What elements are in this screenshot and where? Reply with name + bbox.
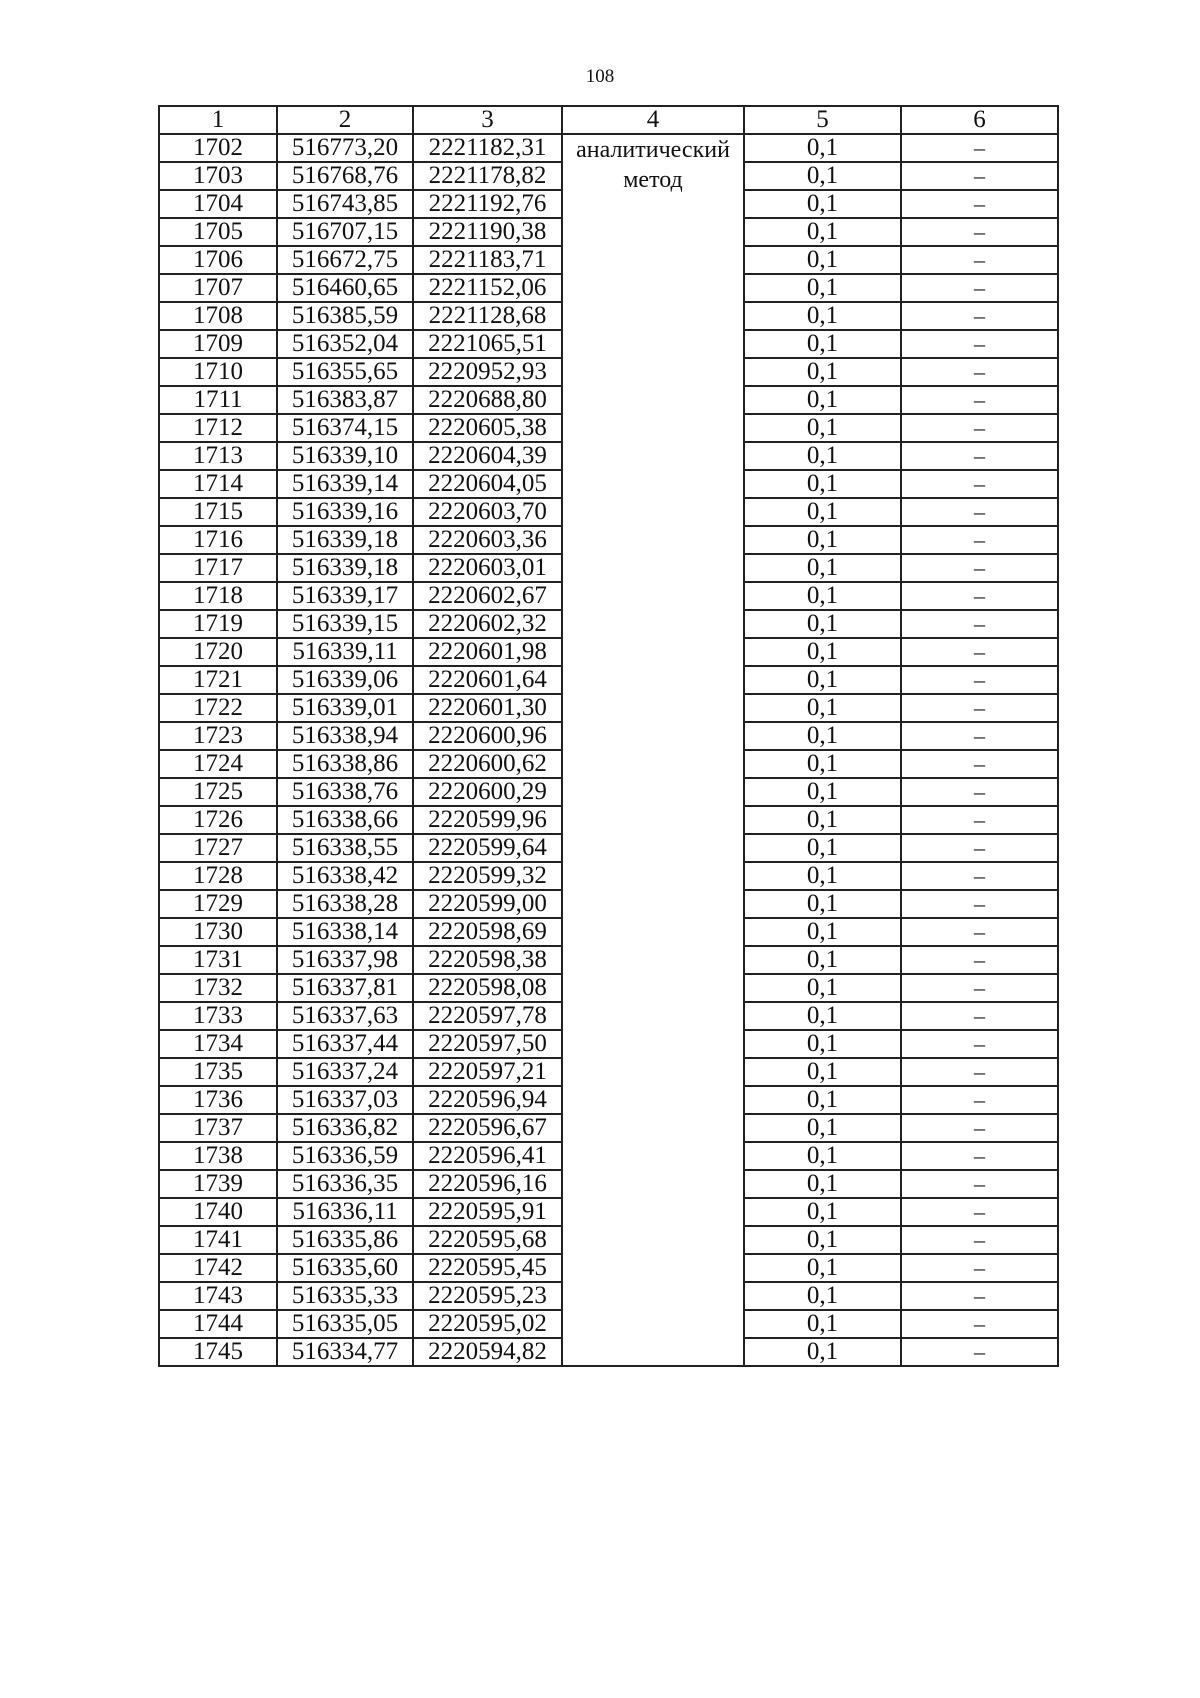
description-cell: – <box>901 582 1058 610</box>
point-number-cell: 1709 <box>159 330 277 358</box>
coord-x-cell: 516339,14 <box>277 470 413 498</box>
coord-y-cell: 2220598,38 <box>413 946 562 974</box>
coord-x-cell: 516335,05 <box>277 1310 413 1338</box>
coord-x-cell: 516339,18 <box>277 554 413 582</box>
point-number-cell: 1707 <box>159 274 277 302</box>
accuracy-cell: 0,1 <box>744 806 901 834</box>
coord-x-cell: 516352,04 <box>277 330 413 358</box>
point-number-cell: 1728 <box>159 862 277 890</box>
coord-y-cell: 2220603,36 <box>413 526 562 554</box>
coord-x-cell: 516743,85 <box>277 190 413 218</box>
coord-y-cell: 2220594,82 <box>413 1338 562 1366</box>
coord-y-cell: 2220602,67 <box>413 582 562 610</box>
column-header-3: 3 <box>413 106 562 134</box>
description-cell: – <box>901 1114 1058 1142</box>
coord-x-cell: 516337,63 <box>277 1002 413 1030</box>
coord-x-cell: 516336,82 <box>277 1114 413 1142</box>
coord-y-cell: 2221178,82 <box>413 162 562 190</box>
description-cell: – <box>901 358 1058 386</box>
coord-x-cell: 516338,66 <box>277 806 413 834</box>
point-number-cell: 1732 <box>159 974 277 1002</box>
accuracy-cell: 0,1 <box>744 330 901 358</box>
coord-y-cell: 2220603,70 <box>413 498 562 526</box>
coord-x-cell: 516336,11 <box>277 1198 413 1226</box>
coord-y-cell: 2220595,68 <box>413 1226 562 1254</box>
accuracy-cell: 0,1 <box>744 526 901 554</box>
coord-y-cell: 2220596,41 <box>413 1142 562 1170</box>
coord-y-cell: 2220598,08 <box>413 974 562 1002</box>
point-number-cell: 1712 <box>159 414 277 442</box>
point-number-cell: 1713 <box>159 442 277 470</box>
description-cell: – <box>901 974 1058 1002</box>
description-cell: – <box>901 302 1058 330</box>
coord-x-cell: 516337,44 <box>277 1030 413 1058</box>
coord-y-cell: 2220602,32 <box>413 610 562 638</box>
description-cell: – <box>901 1030 1058 1058</box>
description-cell: – <box>901 526 1058 554</box>
accuracy-cell: 0,1 <box>744 554 901 582</box>
coord-x-cell: 516339,10 <box>277 442 413 470</box>
accuracy-cell: 0,1 <box>744 1310 901 1338</box>
accuracy-cell: 0,1 <box>744 1226 901 1254</box>
coord-y-cell: 2220598,69 <box>413 918 562 946</box>
description-cell: – <box>901 274 1058 302</box>
description-cell: – <box>901 218 1058 246</box>
description-cell: – <box>901 414 1058 442</box>
point-number-cell: 1714 <box>159 470 277 498</box>
column-header-6: 6 <box>901 106 1058 134</box>
description-cell: – <box>901 1338 1058 1366</box>
accuracy-cell: 0,1 <box>744 1254 901 1282</box>
column-header-1: 1 <box>159 106 277 134</box>
description-cell: – <box>901 554 1058 582</box>
accuracy-cell: 0,1 <box>744 582 901 610</box>
description-cell: – <box>901 834 1058 862</box>
accuracy-cell: 0,1 <box>744 1058 901 1086</box>
column-header-4: 4 <box>562 106 744 134</box>
accuracy-cell: 0,1 <box>744 470 901 498</box>
point-number-cell: 1719 <box>159 610 277 638</box>
point-number-cell: 1726 <box>159 806 277 834</box>
coord-y-cell: 2221190,38 <box>413 218 562 246</box>
point-number-cell: 1733 <box>159 1002 277 1030</box>
point-number-cell: 1722 <box>159 694 277 722</box>
description-cell: – <box>901 890 1058 918</box>
coord-y-cell: 2220688,80 <box>413 386 562 414</box>
coord-x-cell: 516338,55 <box>277 834 413 862</box>
coord-y-cell: 2220604,05 <box>413 470 562 498</box>
coord-x-cell: 516338,42 <box>277 862 413 890</box>
point-number-cell: 1743 <box>159 1282 277 1310</box>
point-number-cell: 1737 <box>159 1114 277 1142</box>
coord-y-cell: 2220597,78 <box>413 1002 562 1030</box>
accuracy-cell: 0,1 <box>744 358 901 386</box>
coord-y-cell: 2221128,68 <box>413 302 562 330</box>
coord-x-cell: 516385,59 <box>277 302 413 330</box>
description-cell: – <box>901 1254 1058 1282</box>
point-number-cell: 1716 <box>159 526 277 554</box>
coord-y-cell: 2221182,31 <box>413 134 562 162</box>
description-cell: – <box>901 1170 1058 1198</box>
coord-x-cell: 516336,59 <box>277 1142 413 1170</box>
coord-y-cell: 2220596,94 <box>413 1086 562 1114</box>
point-number-cell: 1708 <box>159 302 277 330</box>
description-cell: – <box>901 1310 1058 1338</box>
accuracy-cell: 0,1 <box>744 442 901 470</box>
description-cell: – <box>901 330 1058 358</box>
point-number-cell: 1704 <box>159 190 277 218</box>
coord-x-cell: 516339,15 <box>277 610 413 638</box>
description-cell: – <box>901 722 1058 750</box>
accuracy-cell: 0,1 <box>744 750 901 778</box>
coord-x-cell: 516338,76 <box>277 778 413 806</box>
coord-y-cell: 2220599,64 <box>413 834 562 862</box>
coord-x-cell: 516339,06 <box>277 666 413 694</box>
point-number-cell: 1725 <box>159 778 277 806</box>
accuracy-cell: 0,1 <box>744 386 901 414</box>
method-cell: аналитический метод <box>562 134 744 1366</box>
accuracy-cell: 0,1 <box>744 1086 901 1114</box>
coord-x-cell: 516339,17 <box>277 582 413 610</box>
description-cell: – <box>901 1142 1058 1170</box>
point-number-cell: 1744 <box>159 1310 277 1338</box>
coord-x-cell: 516335,86 <box>277 1226 413 1254</box>
accuracy-cell: 0,1 <box>744 778 901 806</box>
coord-y-cell: 2220952,93 <box>413 358 562 386</box>
coord-y-cell: 2220595,91 <box>413 1198 562 1226</box>
accuracy-cell: 0,1 <box>744 610 901 638</box>
description-cell: – <box>901 750 1058 778</box>
point-number-cell: 1721 <box>159 666 277 694</box>
coord-x-cell: 516338,28 <box>277 890 413 918</box>
coord-y-cell: 2220596,67 <box>413 1114 562 1142</box>
coord-y-cell: 2220599,96 <box>413 806 562 834</box>
point-number-cell: 1740 <box>159 1198 277 1226</box>
coord-x-cell: 516337,24 <box>277 1058 413 1086</box>
point-number-cell: 1736 <box>159 1086 277 1114</box>
coord-y-cell: 2220604,39 <box>413 442 562 470</box>
coord-y-cell: 2220601,30 <box>413 694 562 722</box>
coord-x-cell: 516335,60 <box>277 1254 413 1282</box>
coord-y-cell: 2220601,98 <box>413 638 562 666</box>
page-number: 108 <box>585 66 615 87</box>
description-cell: – <box>901 190 1058 218</box>
point-number-cell: 1745 <box>159 1338 277 1366</box>
description-cell: – <box>901 442 1058 470</box>
point-number-cell: 1735 <box>159 1058 277 1086</box>
accuracy-cell: 0,1 <box>744 414 901 442</box>
accuracy-cell: 0,1 <box>744 1170 901 1198</box>
coord-y-cell: 2221065,51 <box>413 330 562 358</box>
accuracy-cell: 0,1 <box>744 722 901 750</box>
point-number-cell: 1742 <box>159 1254 277 1282</box>
coord-y-cell: 2220595,02 <box>413 1310 562 1338</box>
coord-y-cell: 2220597,50 <box>413 1030 562 1058</box>
description-cell: – <box>901 1226 1058 1254</box>
coord-x-cell: 516336,35 <box>277 1170 413 1198</box>
accuracy-cell: 0,1 <box>744 1114 901 1142</box>
table-body <box>159 134 1058 1366</box>
accuracy-cell: 0,1 <box>744 946 901 974</box>
coord-y-cell: 2220600,62 <box>413 750 562 778</box>
accuracy-cell: 0,1 <box>744 694 901 722</box>
coord-x-cell: 516355,65 <box>277 358 413 386</box>
coord-y-cell: 2220605,38 <box>413 414 562 442</box>
description-cell: – <box>901 246 1058 274</box>
point-number-cell: 1702 <box>159 134 277 162</box>
accuracy-cell: 0,1 <box>744 638 901 666</box>
coord-x-cell: 516707,15 <box>277 218 413 246</box>
description-cell: – <box>901 134 1058 162</box>
description-cell: – <box>901 1058 1058 1086</box>
coord-y-cell: 2221152,06 <box>413 274 562 302</box>
coord-x-cell: 516339,18 <box>277 526 413 554</box>
coord-x-cell: 516768,76 <box>277 162 413 190</box>
accuracy-cell: 0,1 <box>744 1142 901 1170</box>
column-header-5: 5 <box>744 106 901 134</box>
accuracy-cell: 0,1 <box>744 498 901 526</box>
point-number-cell: 1706 <box>159 246 277 274</box>
point-number-cell: 1711 <box>159 386 277 414</box>
point-number-cell: 1723 <box>159 722 277 750</box>
description-cell: – <box>901 610 1058 638</box>
coord-y-cell: 2220599,00 <box>413 890 562 918</box>
point-number-cell: 1739 <box>159 1170 277 1198</box>
description-cell: – <box>901 946 1058 974</box>
coord-x-cell: 516339,01 <box>277 694 413 722</box>
coord-y-cell: 2220599,32 <box>413 862 562 890</box>
coord-x-cell: 516460,65 <box>277 274 413 302</box>
header-row <box>159 106 1058 134</box>
point-number-cell: 1710 <box>159 358 277 386</box>
point-number-cell: 1731 <box>159 946 277 974</box>
coord-x-cell: 516338,86 <box>277 750 413 778</box>
accuracy-cell: 0,1 <box>744 1338 901 1366</box>
coord-x-cell: 516339,16 <box>277 498 413 526</box>
coord-y-cell: 2220601,64 <box>413 666 562 694</box>
accuracy-cell: 0,1 <box>744 134 901 162</box>
coord-y-cell: 2221192,76 <box>413 190 562 218</box>
accuracy-cell: 0,1 <box>744 246 901 274</box>
description-cell: – <box>901 918 1058 946</box>
coord-y-cell: 2220600,96 <box>413 722 562 750</box>
point-number-cell: 1703 <box>159 162 277 190</box>
accuracy-cell: 0,1 <box>744 890 901 918</box>
coord-y-cell: 2220596,16 <box>413 1170 562 1198</box>
accuracy-cell: 0,1 <box>744 666 901 694</box>
coordinates-table <box>158 105 1059 1367</box>
coord-y-cell: 2220600,29 <box>413 778 562 806</box>
point-number-cell: 1717 <box>159 554 277 582</box>
accuracy-cell: 0,1 <box>744 1002 901 1030</box>
description-cell: – <box>901 1002 1058 1030</box>
coord-y-cell: 2220603,01 <box>413 554 562 582</box>
coord-y-cell: 2220595,23 <box>413 1282 562 1310</box>
coord-x-cell: 516338,14 <box>277 918 413 946</box>
coord-x-cell: 516773,20 <box>277 134 413 162</box>
column-header-2: 2 <box>277 106 413 134</box>
point-number-cell: 1718 <box>159 582 277 610</box>
point-number-cell: 1730 <box>159 918 277 946</box>
coord-x-cell: 516338,94 <box>277 722 413 750</box>
coord-x-cell: 516374,15 <box>277 414 413 442</box>
coord-x-cell: 516339,11 <box>277 638 413 666</box>
accuracy-cell: 0,1 <box>744 162 901 190</box>
accuracy-cell: 0,1 <box>744 834 901 862</box>
description-cell: – <box>901 806 1058 834</box>
coord-x-cell: 516383,87 <box>277 386 413 414</box>
accuracy-cell: 0,1 <box>744 1282 901 1310</box>
accuracy-cell: 0,1 <box>744 274 901 302</box>
coord-y-cell: 2220597,21 <box>413 1058 562 1086</box>
description-cell: – <box>901 386 1058 414</box>
accuracy-cell: 0,1 <box>744 862 901 890</box>
description-cell: – <box>901 666 1058 694</box>
accuracy-cell: 0,1 <box>744 918 901 946</box>
accuracy-cell: 0,1 <box>744 1030 901 1058</box>
point-number-cell: 1734 <box>159 1030 277 1058</box>
description-cell: – <box>901 1086 1058 1114</box>
description-cell: – <box>901 1198 1058 1226</box>
coord-y-cell: 2221183,71 <box>413 246 562 274</box>
description-cell: – <box>901 862 1058 890</box>
point-number-cell: 1741 <box>159 1226 277 1254</box>
coord-x-cell: 516334,77 <box>277 1338 413 1366</box>
accuracy-cell: 0,1 <box>744 190 901 218</box>
accuracy-cell: 0,1 <box>744 218 901 246</box>
point-number-cell: 1724 <box>159 750 277 778</box>
description-cell: – <box>901 638 1058 666</box>
coord-x-cell: 516337,81 <box>277 974 413 1002</box>
coord-y-cell: 2220595,45 <box>413 1254 562 1282</box>
point-number-cell: 1738 <box>159 1142 277 1170</box>
description-cell: – <box>901 162 1058 190</box>
point-number-cell: 1727 <box>159 834 277 862</box>
coord-x-cell: 516672,75 <box>277 246 413 274</box>
point-number-cell: 1729 <box>159 890 277 918</box>
point-number-cell: 1705 <box>159 218 277 246</box>
coord-x-cell: 516337,98 <box>277 946 413 974</box>
accuracy-cell: 0,1 <box>744 302 901 330</box>
accuracy-cell: 0,1 <box>744 974 901 1002</box>
table-row <box>159 134 1058 162</box>
description-cell: – <box>901 470 1058 498</box>
description-cell: – <box>901 1282 1058 1310</box>
point-number-cell: 1720 <box>159 638 277 666</box>
description-cell: – <box>901 778 1058 806</box>
description-cell: – <box>901 694 1058 722</box>
point-number-cell: 1715 <box>159 498 277 526</box>
coord-x-cell: 516335,33 <box>277 1282 413 1310</box>
accuracy-cell: 0,1 <box>744 1198 901 1226</box>
coord-x-cell: 516337,03 <box>277 1086 413 1114</box>
description-cell: – <box>901 498 1058 526</box>
